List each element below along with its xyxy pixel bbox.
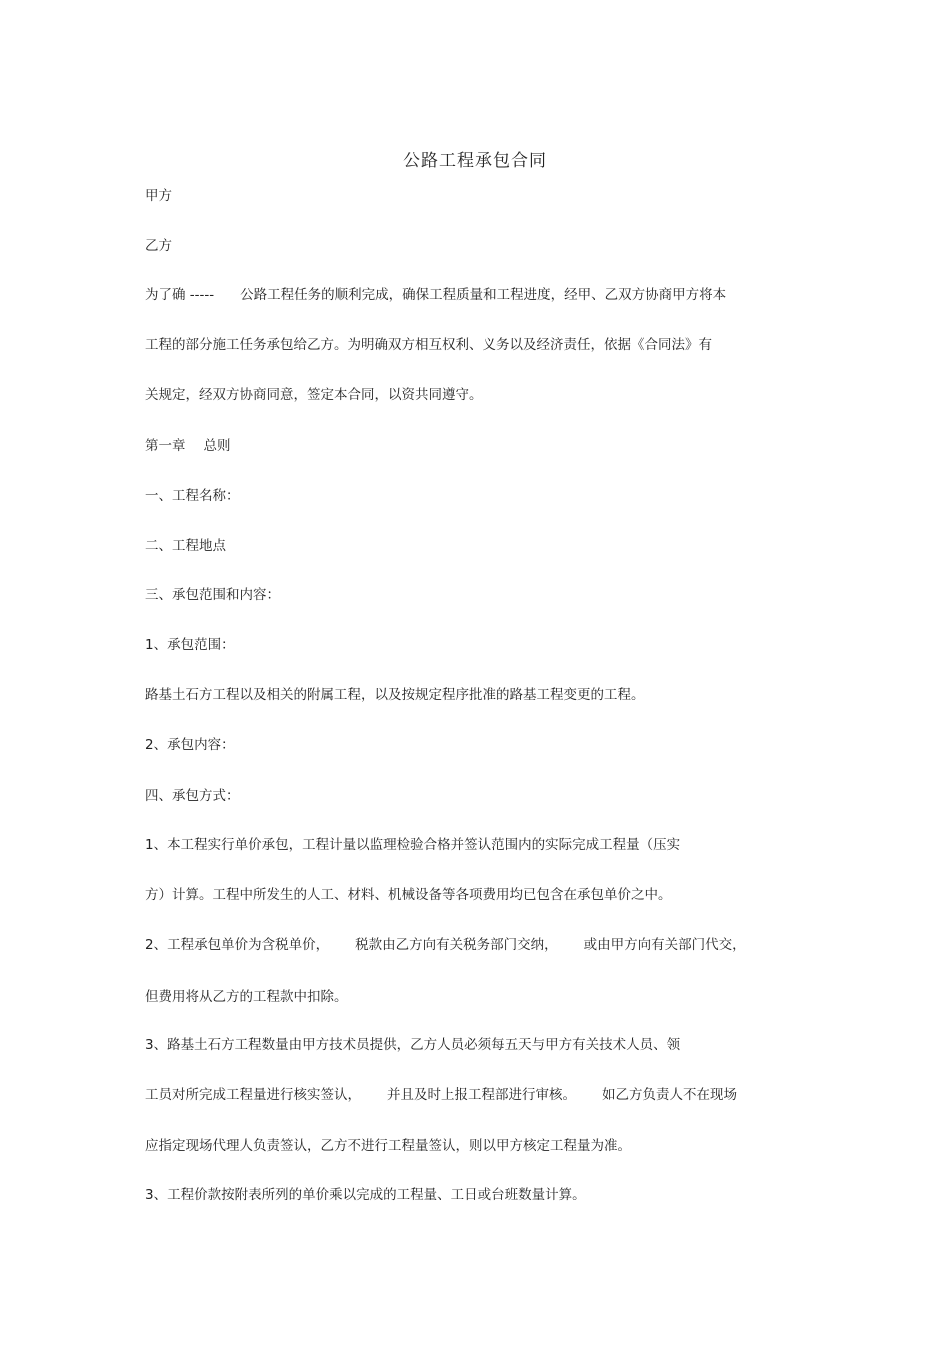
intro-line-2: 工程的部分施工任务承包给乙方。为明确双方相互权利、义务以及经济责任，依据《合同法》有 bbox=[145, 337, 712, 353]
intro-line-3: 关规定，经双方协商同意，签定本合同，以资共同遵守。 bbox=[145, 387, 483, 403]
intro-line-1a: 为了确 ----- bbox=[145, 287, 215, 303]
scope-text: 路基土石方工程以及相关的附属工程，以及按规定程序批准的路基工程变更的工程。 bbox=[145, 687, 645, 703]
clause-3-line-3: 应指定现场代理人负责签认，乙方不进行工程量签认，则以甲方核定工程量为准。 bbox=[145, 1138, 631, 1154]
document-title: 公路工程承包合同 bbox=[403, 151, 547, 171]
clause-2-line-2: 但费用将从乙方的工程款中扣除。 bbox=[145, 989, 348, 1005]
chapter-number: 第一章 bbox=[145, 438, 186, 454]
clause-3-part-c: 如乙方负责人不在现场 bbox=[602, 1087, 737, 1103]
clause-1-line-1: 1、本工程实行单价承包，工程计量以监理检验合格并签认范围内的实际完成工程量（压实 bbox=[145, 837, 681, 853]
chapter-name: 总则 bbox=[203, 438, 231, 454]
section-scope-content: 三、承包范围和内容： bbox=[145, 587, 280, 603]
clause-2-part-b: 税款由乙方向有关税务部门交纳， bbox=[355, 937, 558, 953]
clause-2-part-c: 或由甲方向有关部门代交， bbox=[583, 937, 746, 953]
subsection-content: 2、承包内容： bbox=[145, 737, 235, 753]
party-b-label: 乙方 bbox=[145, 238, 172, 254]
clause-3-part-a: 工员对所完成工程量进行核实签认， bbox=[145, 1087, 361, 1103]
party-a-label: 甲方 bbox=[145, 188, 172, 204]
clause-2-part-a: 2、工程承包单价为含税单价， bbox=[145, 937, 330, 953]
clause-4-line-1: 3、工程价款按附表所列的单价乘以完成的工程量、工日或台班数量计算。 bbox=[145, 1187, 586, 1203]
intro-line-1b: 公路工程任务的顺利完成，确保工程质量和工程进度，经甲、乙双方协商甲方将本 bbox=[240, 287, 727, 303]
section-project-name: 一、工程名称： bbox=[145, 488, 240, 504]
clause-3-line-1: 3、路基土石方工程数量由甲方技术员提供，乙方人员必须每五天与甲方有关技术人员、领 bbox=[145, 1037, 681, 1053]
clause-1-line-2: 方）计算。工程中所发生的人工、材料、机械设备等各项费用均已包含在承包单价之中。 bbox=[145, 887, 672, 903]
subsection-scope: 1、承包范围： bbox=[145, 637, 235, 653]
clause-3-part-b: 并且及时上报工程部进行审核。 bbox=[387, 1087, 576, 1103]
intro-line-1 bbox=[145, 285, 726, 305]
section-contract-method: 四、承包方式： bbox=[145, 788, 240, 804]
clause-2-line-1 bbox=[145, 935, 746, 955]
chapter-heading bbox=[145, 436, 231, 456]
section-project-location: 二、工程地点 bbox=[145, 538, 226, 554]
clause-3-line-2 bbox=[145, 1085, 737, 1105]
